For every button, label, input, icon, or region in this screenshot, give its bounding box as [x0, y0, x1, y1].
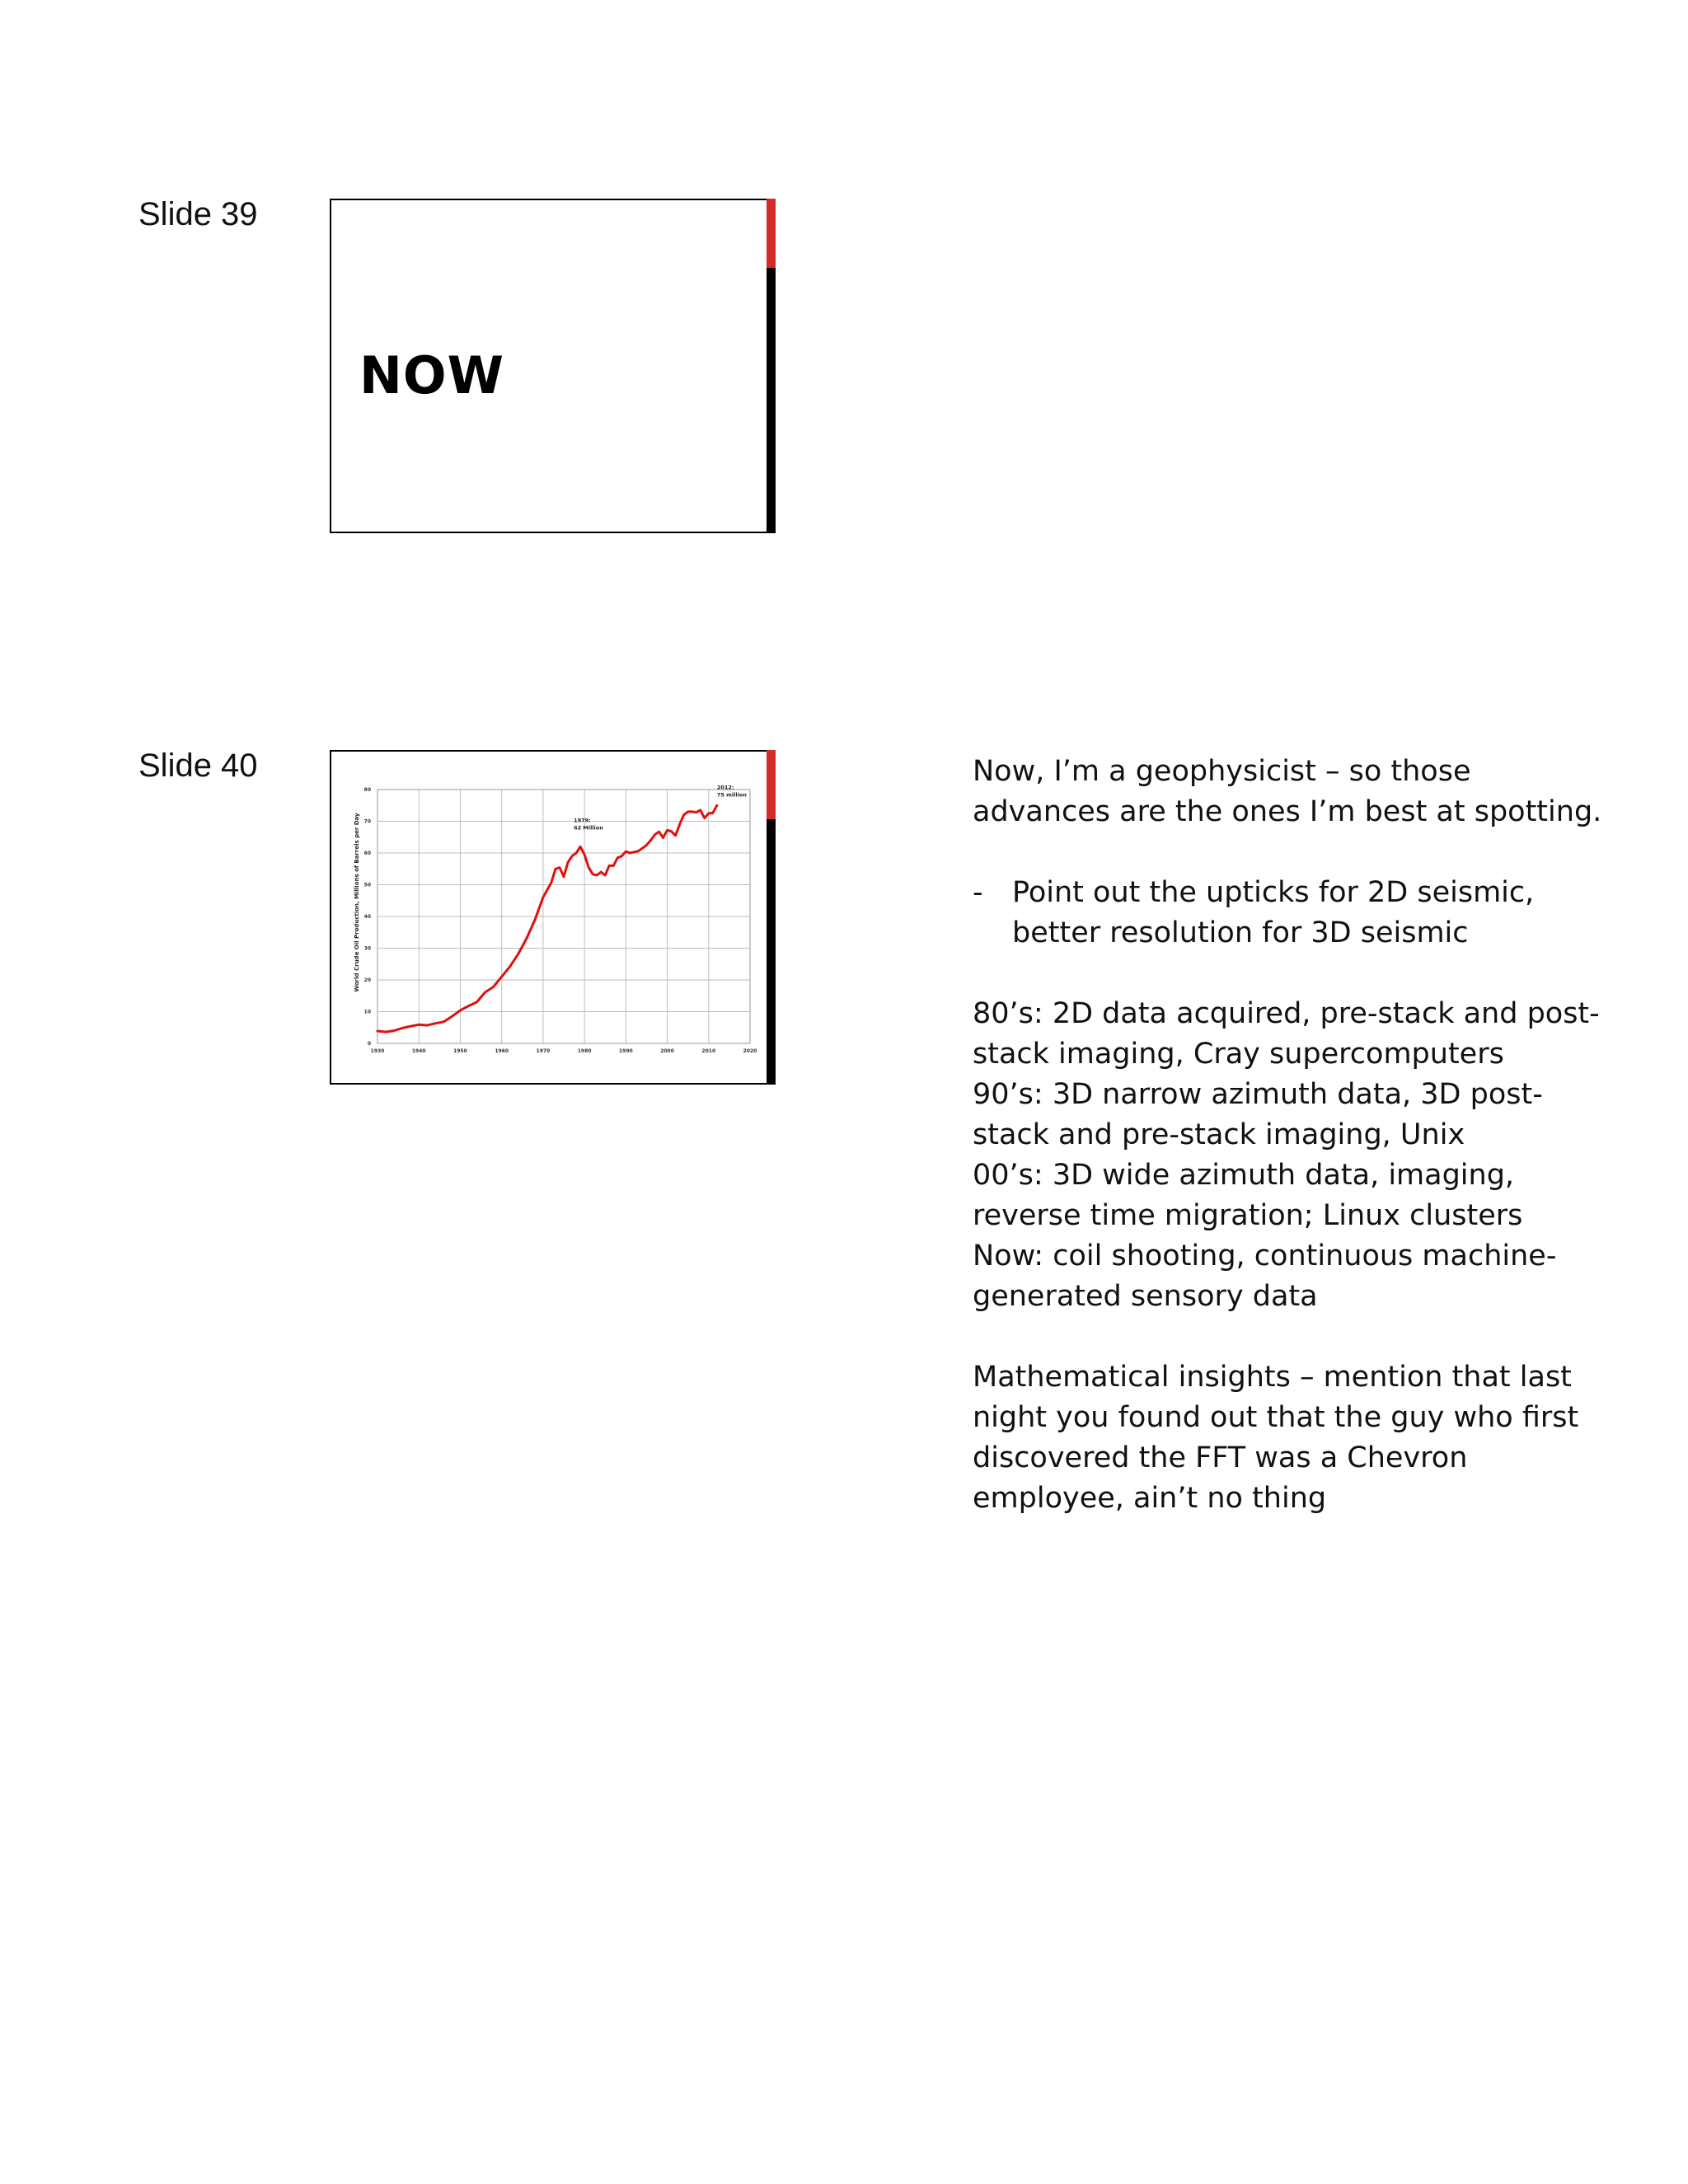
chart-x-tick-label: 2000 [660, 1048, 674, 1054]
slide-accent-red [767, 750, 776, 819]
slide-40-speaker-notes [973, 752, 1615, 1519]
notes-intro: Now, I’m a geophysicist – so those advances are the ones I’m best at spotting. [973, 755, 1602, 828]
chart-x-tick-label: 1950 [453, 1048, 467, 1054]
chart-annotation-year: 1979: [574, 817, 591, 824]
chart-y-tick-label: 20 [363, 977, 371, 983]
chart-x-tick-label: 1930 [370, 1048, 385, 1054]
chart-x-tick-label: 1980 [577, 1048, 592, 1054]
chart-annotation [574, 817, 603, 831]
chart-x-tick-label: 2010 [701, 1048, 716, 1054]
chart-y-tick-label: 60 [363, 851, 371, 856]
chart-y-tick-label: 70 [363, 818, 371, 825]
notes-decade-now: Now: coil shooting, continuous machine-generated sensory data [973, 1240, 1557, 1313]
chart-y-tick-label: 50 [363, 882, 371, 888]
chart-annotation-value: 75 million [716, 791, 747, 799]
notes-closing: Mathematical insights – mention that last night you found out that the guy who first discovered the FFT was a Chevron employee, ain’t no thing [973, 1361, 1579, 1515]
slide-39-title: NOW [359, 345, 504, 405]
chart-y-tick-label: 10 [363, 1009, 371, 1015]
chart-x-tick-label: 2020 [743, 1048, 757, 1054]
bullet-dash: - [973, 876, 983, 909]
oil-production-chart [331, 752, 768, 1081]
chart-annotation [717, 784, 747, 798]
chart-annotation-value: 62 Million [574, 824, 603, 832]
chart-x-tick-label: 1970 [536, 1048, 551, 1054]
chart-annotation-year: 2012: [716, 784, 734, 791]
notes-decade-90s: 90’s: 3D narrow azimuth data, 3D post-stack and pre-stack imaging, Unix [973, 1078, 1543, 1151]
chart-y-axis-label: World Crude Oil Production, Millions of Barrels per Day [354, 813, 360, 992]
slide-40-label: Slide 40 [138, 748, 258, 784]
notes-decade-00s: 00’s: 3D wide azimuth data, imaging, reverse time migration; Linux clusters [973, 1159, 1523, 1232]
slide-accent-red [767, 199, 776, 268]
chart-series-line [377, 805, 717, 1032]
chart-y-tick-label: 40 [363, 914, 371, 920]
chart-y-tick-label: 0 [367, 1041, 371, 1047]
chart-x-tick-label: 1960 [495, 1048, 509, 1054]
slide-39-thumbnail[interactable] [330, 199, 776, 533]
notes-decade-80s: 80’s: 2D data acquired, pre-stack and post-stack imaging, Cray supercomputers [973, 997, 1600, 1071]
chart-x-tick-label: 1990 [618, 1048, 633, 1054]
bullet-text: Point out the upticks for 2D seismic, better resolution for 3D seismic [1012, 876, 1535, 949]
chart-x-tick-label: 1940 [411, 1048, 426, 1054]
slide-40-thumbnail[interactable] [330, 750, 776, 1085]
notes-bullet [973, 873, 1615, 954]
chart-y-tick-label: 30 [363, 945, 371, 952]
chart-y-tick-label: 80 [363, 787, 371, 793]
slide-39-label: Slide 39 [138, 196, 258, 232]
